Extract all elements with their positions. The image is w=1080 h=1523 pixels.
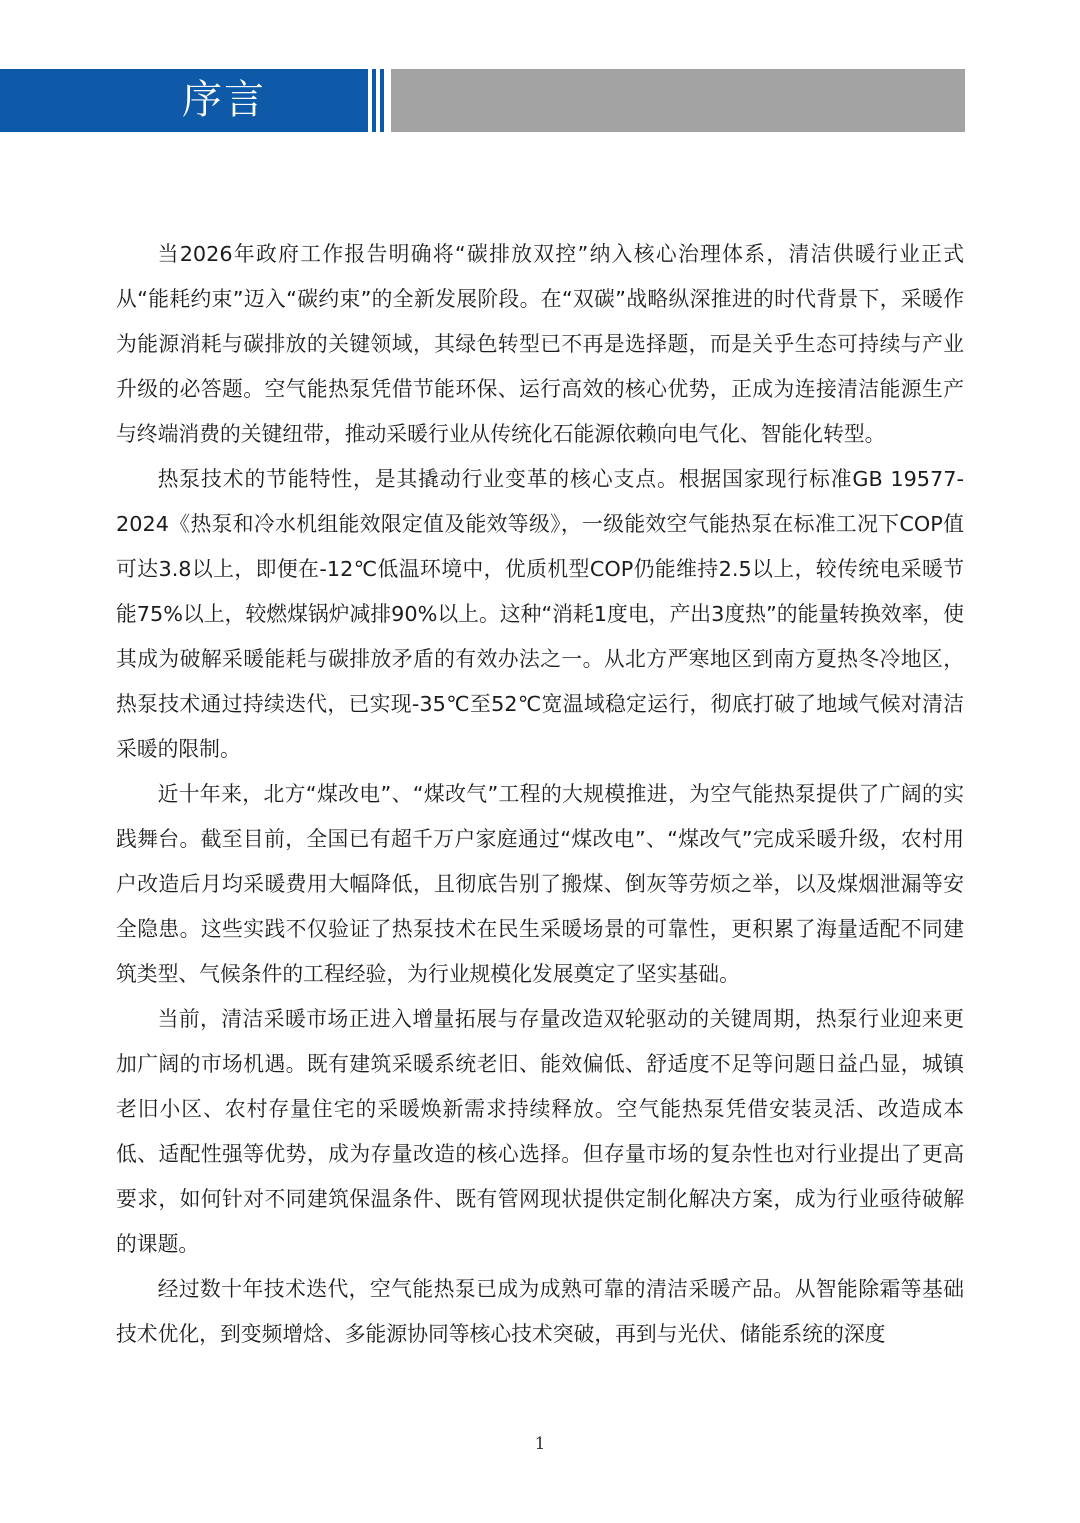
body-text — [116, 232, 964, 1357]
header-accent-bar — [380, 69, 384, 132]
paragraph: 热泵技术的节能特性，是其撬动行业变革的核心支点。根据国家现行标准GB 19577-2024《热泵和冷水机组能效限定值及能效等级》，一级能效空气能热泵在标准工况下COP值可达3.8以上，即便在-12℃低温环境中，优质机型COP仍能维持2.5以上，较传统电采暖节能75%以上，较燃煤锅炉减排90%以上。这种“消耗1度电，产出3度热”的能量转换效率，使其成为破解采暖能耗与碳排放矛盾的有效办法之一。从北方严寒地区到南方夏热冬冷地区，热泵技术通过持续迭代，已实现-35℃至52℃宽温域稳定运行，彻底打破了地域气候对清洁采暖的限制。 — [116, 467, 964, 761]
chapter-header-band — [0, 69, 1080, 132]
paragraph: 当前，清洁采暖市场正进入增量拓展与存量改造双轮驱动的关键周期，热泵行业迎来更加广阔的市场机遇。既有建筑采暖系统老旧、能效偏低、舒适度不足等问题日益凸显，城镇老旧小区、农村存量住宅的采暖焕新需求持续释放。空气能热泵凭借安装灵活、改造成本低、适配性强等优势，成为存量改造的核心选择。但存量市场的复杂性也对行业提出了更高要求，如何针对不同建筑保温条件、既有管网现状提供定制化解决方案，成为行业亟待破解的课题。 — [116, 1007, 964, 1256]
paragraph: 当2026年政府工作报告明确将“碳排放双控”纳入核心治理体系，清洁供暖行业正式从“能耗约束”迈入“碳约束”的全新发展阶段。在“双碳”战略纵深推进的时代背景下，采暖作为能源消耗与碳排放的关键领域，其绿色转型已不再是选择题，而是关乎生态可持续与产业升级的必答题。空气能热泵凭借节能环保、运行高效的核心优势，正成为连接清洁能源生产与终端消费的关键纽带，推动采暖行业从传统化石能源依赖向电气化、智能化转型。 — [116, 242, 964, 446]
chapter-title: 序言 — [0, 69, 368, 132]
paragraph: 近十年来，北方“煤改电”、“煤改气”工程的大规模推进，为空气能热泵提供了广阔的实践舞台。截至目前，全国已有超千万户家庭通过“煤改电”、“煤改气”完成采暖升级，农村用户改造后月均采暖费用大幅降低，且彻底告别了搬煤、倒灰等劳烦之举，以及煤烟泄漏等安全隐患。这些实践不仅验证了热泵技术在民生采暖场景的可靠性，更积累了海量适配不同建筑类型、气候条件的工程经验，为行业规模化发展奠定了坚实基础。 — [116, 782, 964, 986]
header-accent-bar — [372, 69, 376, 132]
header-gray-band — [391, 69, 965, 132]
page-number: 1 — [534, 1434, 546, 1454]
paragraph: 经过数十年技术迭代，空气能热泵已成为成熟可靠的清洁采暖产品。从智能除霜等基础技术优化，到变频增焓、多能源协同等核心技术突破，再到与光伏、储能系统的深度 — [116, 1277, 964, 1346]
